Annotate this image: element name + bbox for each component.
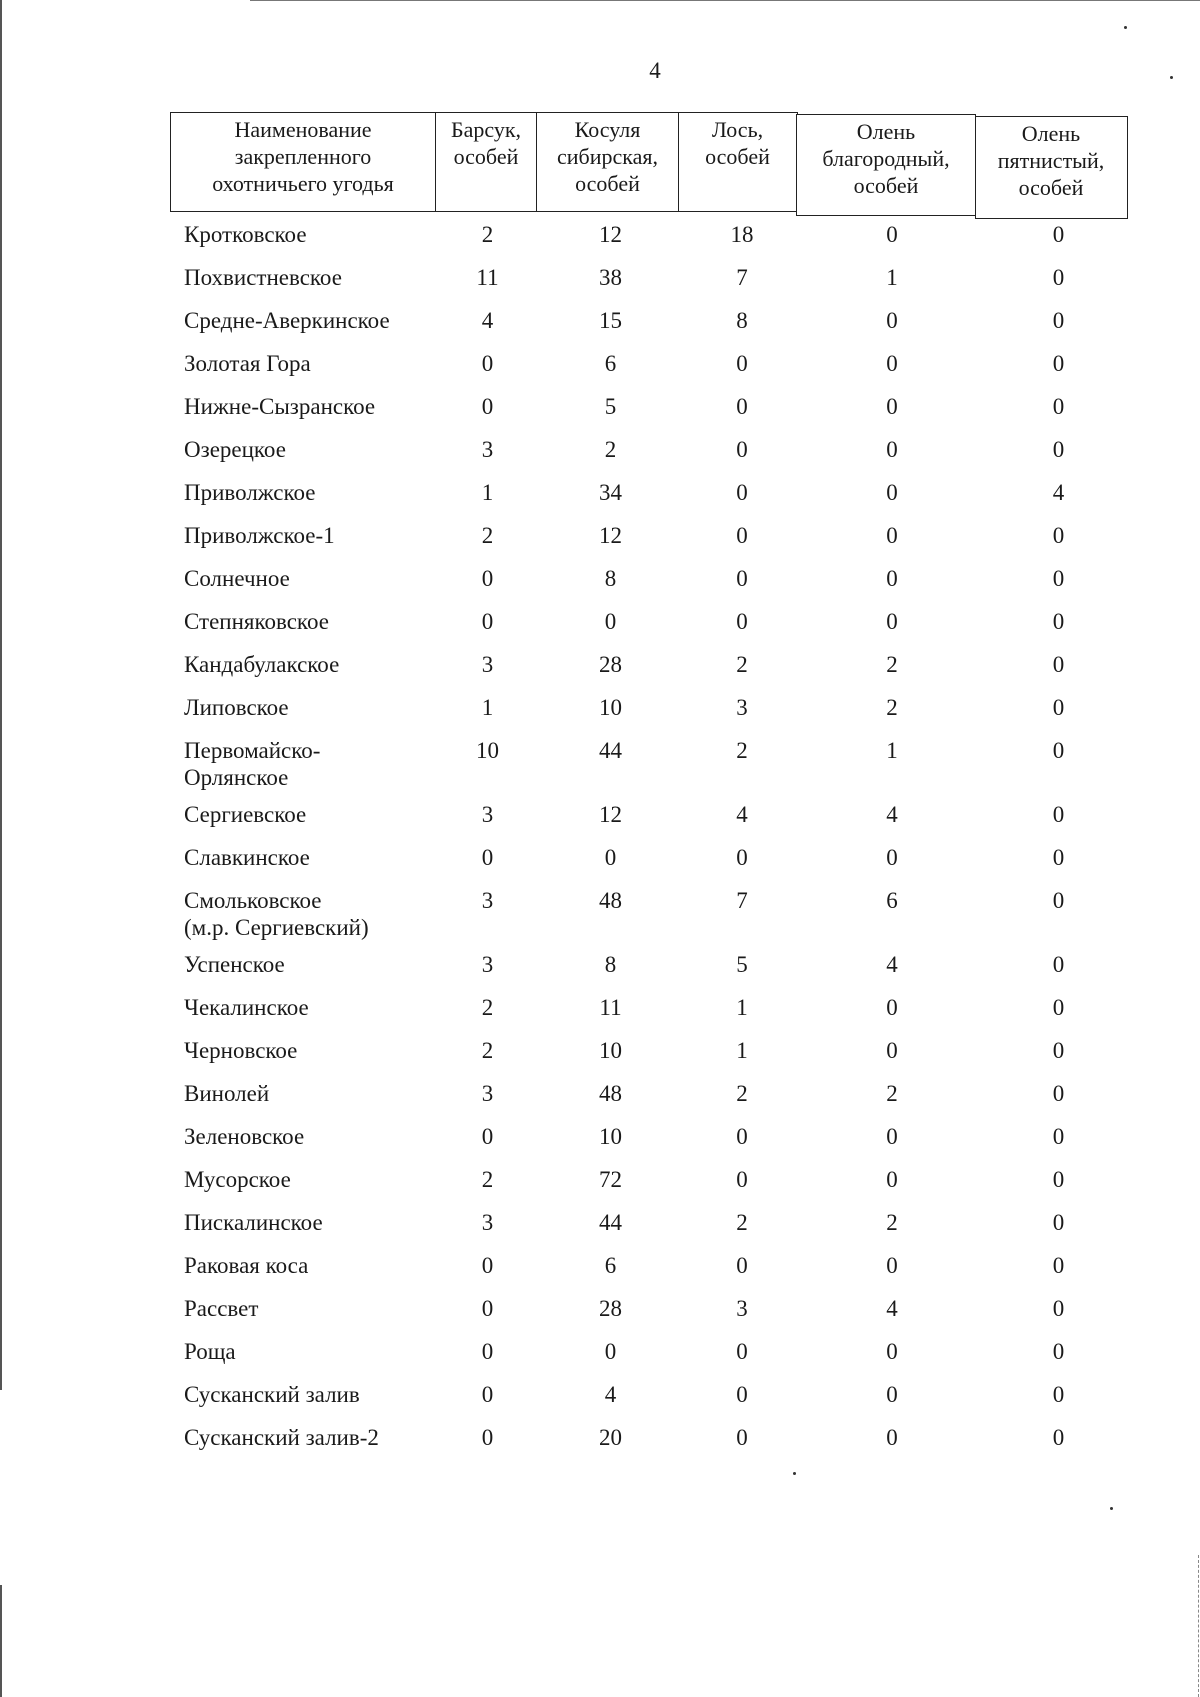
red-deer-count: 0 bbox=[886, 1382, 898, 1407]
red-deer-count: 0 bbox=[886, 351, 898, 376]
table-body bbox=[170, 221, 1135, 1467]
roe-deer-count: 12 bbox=[599, 523, 622, 548]
table-row bbox=[170, 565, 1135, 608]
hunting-ground-name bbox=[170, 264, 436, 291]
header-red-deer bbox=[796, 114, 976, 216]
moose-count: 2 bbox=[736, 652, 748, 677]
hunting-ground-name bbox=[170, 1123, 436, 1150]
scan-edge-left bbox=[0, 0, 2, 1390]
table-row bbox=[170, 1381, 1135, 1424]
sika-deer-count: 0 bbox=[1052, 995, 1065, 1020]
red-deer-count: 0 bbox=[886, 1425, 898, 1450]
table-row bbox=[170, 737, 1135, 801]
header-moose-line: особей bbox=[705, 144, 770, 169]
red-deer-count: 6 bbox=[886, 888, 898, 913]
table-header-row bbox=[170, 112, 1135, 219]
hunting-ground-name bbox=[170, 737, 436, 791]
table-row bbox=[170, 844, 1135, 887]
hunting-ground-name bbox=[170, 436, 436, 463]
red-deer-count: 1 bbox=[886, 738, 898, 763]
badger-count: 3 bbox=[481, 437, 494, 462]
moose-count: 0 bbox=[736, 1253, 748, 1278]
moose-count: 5 bbox=[736, 952, 748, 977]
badger-count: 2 bbox=[481, 222, 494, 247]
table-row bbox=[170, 1252, 1135, 1295]
header-sika-deer-line: пятнистый, bbox=[997, 148, 1105, 173]
hunting-ground-name bbox=[170, 1080, 436, 1107]
badger-count: 1 bbox=[481, 695, 494, 720]
moose-count: 4 bbox=[736, 802, 748, 827]
roe-deer-count: 28 bbox=[599, 1296, 622, 1321]
hunting-ground-name-line: Похвистневское bbox=[184, 265, 342, 290]
scan-speck bbox=[1170, 76, 1173, 79]
table-row bbox=[170, 994, 1135, 1037]
roe-deer-count: 0 bbox=[604, 609, 617, 634]
hunting-ground-name bbox=[170, 1209, 436, 1236]
red-deer-count: 0 bbox=[886, 308, 898, 333]
sika-deer-count: 0 bbox=[1052, 845, 1065, 870]
moose-count: 0 bbox=[736, 609, 748, 634]
game-count-table bbox=[170, 112, 1135, 1467]
sika-deer-count: 0 bbox=[1052, 1081, 1065, 1106]
hunting-ground-name-line: Кандабулакское bbox=[184, 652, 340, 677]
sika-deer-count: 0 bbox=[1052, 1425, 1065, 1450]
hunting-ground-name-line: Кротковское bbox=[184, 222, 307, 247]
table-row bbox=[170, 1295, 1135, 1338]
sika-deer-count: 0 bbox=[1052, 1296, 1065, 1321]
hunting-ground-name-line: Славкинское bbox=[184, 845, 310, 870]
moose-count: 0 bbox=[736, 845, 748, 870]
page-number: 4 bbox=[649, 58, 661, 83]
sika-deer-count: 0 bbox=[1052, 888, 1065, 913]
moose-count: 0 bbox=[736, 394, 748, 419]
hunting-ground-name bbox=[170, 994, 436, 1021]
red-deer-count: 0 bbox=[886, 1038, 898, 1063]
header-red-deer-line: благородный, bbox=[822, 146, 950, 171]
hunting-ground-name bbox=[170, 522, 436, 549]
sika-deer-count: 0 bbox=[1052, 609, 1065, 634]
red-deer-count: 0 bbox=[886, 609, 898, 634]
badger-count: 0 bbox=[481, 845, 494, 870]
moose-count: 0 bbox=[736, 1167, 748, 1192]
badger-count: 4 bbox=[481, 308, 494, 333]
red-deer-count: 0 bbox=[886, 1253, 898, 1278]
hunting-ground-name bbox=[170, 1037, 436, 1064]
header-sika-deer bbox=[975, 116, 1128, 219]
hunting-ground-name-line: Сусканский залив bbox=[184, 1382, 360, 1407]
sika-deer-count: 0 bbox=[1052, 1339, 1065, 1364]
moose-count: 0 bbox=[736, 566, 748, 591]
badger-count: 2 bbox=[481, 523, 494, 548]
sika-deer-count: 0 bbox=[1052, 738, 1065, 763]
header-roe-deer-line: особей bbox=[575, 171, 640, 196]
hunting-ground-name-line: Нижне-Сызранское bbox=[184, 394, 376, 419]
hunting-ground-name bbox=[170, 1252, 436, 1279]
hunting-ground-name-line: Сергиевское bbox=[184, 802, 307, 827]
hunting-ground-name-line: Приволжское bbox=[184, 480, 316, 505]
badger-count: 0 bbox=[481, 566, 494, 591]
roe-deer-count: 6 bbox=[604, 351, 617, 376]
badger-count: 3 bbox=[481, 652, 494, 677]
header-roe-deer bbox=[536, 112, 679, 212]
red-deer-count: 4 bbox=[886, 802, 898, 827]
header-badger-line: Барсук, bbox=[450, 117, 522, 142]
sika-deer-count: 0 bbox=[1052, 1210, 1065, 1235]
hunting-ground-name bbox=[170, 1381, 436, 1408]
moose-count: 0 bbox=[736, 437, 748, 462]
roe-deer-count: 38 bbox=[599, 265, 622, 290]
table-row bbox=[170, 1209, 1135, 1252]
roe-deer-count: 10 bbox=[599, 1124, 622, 1149]
hunting-ground-name bbox=[170, 1424, 436, 1451]
hunting-ground-name-line: Золотая Гора bbox=[184, 351, 311, 376]
table-row bbox=[170, 264, 1135, 307]
hunting-ground-name-line: Раковая коса bbox=[184, 1253, 309, 1278]
header-red-deer-line: Олень bbox=[856, 119, 916, 144]
hunting-ground-name bbox=[170, 951, 436, 978]
badger-count: 0 bbox=[481, 609, 494, 634]
hunting-ground-name-line: Успенское bbox=[184, 952, 285, 977]
hunting-ground-name bbox=[170, 350, 436, 377]
red-deer-count: 0 bbox=[886, 995, 898, 1020]
roe-deer-count: 10 bbox=[599, 695, 622, 720]
sika-deer-count: 0 bbox=[1052, 1382, 1065, 1407]
hunting-ground-name-line: Винолей bbox=[184, 1081, 270, 1106]
hunting-ground-name-line: Средне-Аверкинское bbox=[184, 308, 390, 333]
sika-deer-count: 0 bbox=[1052, 1167, 1065, 1192]
hunting-ground-name bbox=[170, 479, 436, 506]
moose-count: 2 bbox=[736, 1081, 748, 1106]
badger-count: 3 bbox=[481, 1081, 494, 1106]
hunting-ground-name-line: Рассвет bbox=[184, 1296, 259, 1321]
hunting-ground-name-line: Орлянское bbox=[184, 765, 289, 790]
hunting-ground-name bbox=[170, 307, 436, 334]
header-roe-deer-line: Косуля bbox=[574, 117, 641, 142]
red-deer-count: 2 bbox=[886, 1081, 898, 1106]
roe-deer-count: 8 bbox=[604, 952, 617, 977]
table-row bbox=[170, 887, 1135, 951]
hunting-ground-name-line: Роща bbox=[184, 1339, 236, 1364]
hunting-ground-name-line: Сусканский залив-2 bbox=[184, 1425, 379, 1450]
sika-deer-count: 0 bbox=[1052, 566, 1065, 591]
red-deer-count: 0 bbox=[886, 1124, 898, 1149]
badger-count: 0 bbox=[481, 1382, 494, 1407]
roe-deer-count: 2 bbox=[604, 437, 617, 462]
roe-deer-count: 72 bbox=[599, 1167, 622, 1192]
moose-count: 0 bbox=[736, 480, 748, 505]
hunting-ground-name-line: (м.р. Сергиевский) bbox=[184, 915, 369, 940]
scan-speck bbox=[1124, 26, 1127, 29]
sika-deer-count: 0 bbox=[1052, 1124, 1065, 1149]
hunting-ground-name-line: Пискалинское bbox=[184, 1210, 323, 1235]
header-roe-deer-line: сибирская, bbox=[556, 144, 658, 169]
table-row bbox=[170, 1123, 1135, 1166]
sika-deer-count: 0 bbox=[1052, 1253, 1065, 1278]
badger-count: 11 bbox=[476, 265, 499, 290]
table-row bbox=[170, 1338, 1135, 1381]
hunting-ground-name bbox=[170, 1338, 436, 1365]
table-row bbox=[170, 350, 1135, 393]
sika-deer-count: 0 bbox=[1052, 1038, 1065, 1063]
hunting-ground-name-line: Зеленовское bbox=[184, 1124, 305, 1149]
badger-count: 3 bbox=[481, 802, 494, 827]
hunting-ground-name bbox=[170, 887, 436, 941]
moose-count: 2 bbox=[736, 738, 748, 763]
sika-deer-count: 0 bbox=[1052, 351, 1065, 376]
roe-deer-count: 4 bbox=[604, 1382, 617, 1407]
red-deer-count: 0 bbox=[886, 437, 898, 462]
header-red-deer-line: особей bbox=[853, 173, 919, 198]
roe-deer-count: 0 bbox=[604, 1339, 617, 1364]
scan-speck bbox=[1110, 1507, 1113, 1510]
table-row bbox=[170, 608, 1135, 651]
roe-deer-count: 34 bbox=[599, 480, 622, 505]
moose-count: 7 bbox=[736, 265, 748, 290]
red-deer-count: 0 bbox=[886, 222, 898, 247]
table-row bbox=[170, 522, 1135, 565]
header-hunting-ground-line: Наименование bbox=[234, 117, 372, 142]
badger-count: 3 bbox=[481, 1210, 494, 1235]
badger-count: 0 bbox=[481, 1339, 494, 1364]
header-badger bbox=[435, 112, 538, 212]
moose-count: 0 bbox=[736, 1339, 748, 1364]
roe-deer-count: 48 bbox=[599, 888, 622, 913]
header-moose-line: Лось, bbox=[711, 117, 764, 142]
hunting-ground-name-line: Черновское bbox=[184, 1038, 298, 1063]
badger-count: 2 bbox=[481, 995, 494, 1020]
table-row bbox=[170, 694, 1135, 737]
roe-deer-count: 0 bbox=[604, 845, 617, 870]
roe-deer-count: 5 bbox=[604, 394, 617, 419]
table-row bbox=[170, 393, 1135, 436]
sika-deer-count: 0 bbox=[1052, 952, 1065, 977]
hunting-ground-name bbox=[170, 651, 436, 678]
scan-speck bbox=[793, 1472, 796, 1475]
header-badger-line: особей bbox=[453, 144, 519, 169]
sika-deer-count: 0 bbox=[1052, 652, 1065, 677]
moose-count: 0 bbox=[736, 1124, 748, 1149]
header-sika-deer-line: особей bbox=[1018, 175, 1084, 200]
red-deer-count: 4 bbox=[886, 952, 898, 977]
red-deer-count: 2 bbox=[886, 695, 898, 720]
roe-deer-count: 48 bbox=[599, 1081, 622, 1106]
moose-count: 8 bbox=[736, 308, 748, 333]
hunting-ground-name-line: Чекалинское bbox=[184, 995, 309, 1020]
roe-deer-count: 12 bbox=[599, 222, 622, 247]
hunting-ground-name-line: Липовское bbox=[184, 695, 289, 720]
moose-count: 1 bbox=[736, 1038, 748, 1063]
roe-deer-count: 10 bbox=[599, 1038, 622, 1063]
roe-deer-count: 44 bbox=[599, 738, 622, 763]
red-deer-count: 0 bbox=[886, 394, 898, 419]
header-hunting-ground bbox=[170, 112, 436, 212]
sika-deer-count: 0 bbox=[1052, 265, 1065, 290]
moose-count: 2 bbox=[736, 1210, 748, 1235]
hunting-ground-name bbox=[170, 221, 436, 248]
header-sika-deer-line: Олень bbox=[1021, 121, 1081, 146]
roe-deer-count: 12 bbox=[599, 802, 622, 827]
red-deer-count: 4 bbox=[886, 1296, 898, 1321]
table-row bbox=[170, 801, 1135, 844]
moose-count: 3 bbox=[736, 1296, 748, 1321]
table-row bbox=[170, 1166, 1135, 1209]
red-deer-count: 0 bbox=[886, 1167, 898, 1192]
scan-edge-left-lower bbox=[0, 1585, 2, 1697]
red-deer-count: 0 bbox=[886, 566, 898, 591]
badger-count: 0 bbox=[481, 351, 494, 376]
badger-count: 3 bbox=[481, 888, 494, 913]
sika-deer-count: 0 bbox=[1052, 437, 1065, 462]
table-row bbox=[170, 221, 1135, 264]
table-row bbox=[170, 307, 1135, 350]
red-deer-count: 2 bbox=[886, 652, 898, 677]
header-hunting-ground-line: охотничьего угодья bbox=[212, 171, 394, 196]
badger-count: 2 bbox=[481, 1038, 494, 1063]
table-row bbox=[170, 951, 1135, 994]
sika-deer-count: 0 bbox=[1052, 695, 1065, 720]
hunting-ground-name bbox=[170, 1295, 436, 1322]
scan-edge-top bbox=[250, 0, 1200, 1]
table-row bbox=[170, 1037, 1135, 1080]
roe-deer-count: 6 bbox=[604, 1253, 617, 1278]
table-row bbox=[170, 436, 1135, 479]
hunting-ground-name-line: Смольковское bbox=[184, 888, 322, 913]
table-row bbox=[170, 479, 1135, 522]
moose-count: 0 bbox=[736, 523, 748, 548]
sika-deer-count: 0 bbox=[1052, 523, 1065, 548]
table-row bbox=[170, 651, 1135, 694]
sika-deer-count: 4 bbox=[1052, 480, 1065, 505]
header-hunting-ground-line: закрепленного bbox=[234, 144, 372, 169]
roe-deer-count: 28 bbox=[599, 652, 622, 677]
hunting-ground-name-line: Степняковское bbox=[184, 609, 329, 634]
red-deer-count: 2 bbox=[886, 1210, 898, 1235]
hunting-ground-name-line: Озерецкое bbox=[184, 437, 286, 462]
moose-count: 0 bbox=[736, 351, 748, 376]
badger-count: 0 bbox=[481, 1296, 494, 1321]
moose-count: 18 bbox=[730, 222, 754, 247]
sika-deer-count: 0 bbox=[1052, 308, 1065, 333]
badger-count: 10 bbox=[476, 738, 499, 763]
badger-count: 0 bbox=[481, 1124, 494, 1149]
roe-deer-count: 15 bbox=[599, 308, 622, 333]
table-row bbox=[170, 1080, 1135, 1123]
hunting-ground-name-line: Солнечное bbox=[184, 566, 290, 591]
moose-count: 0 bbox=[736, 1425, 748, 1450]
red-deer-count: 0 bbox=[886, 845, 898, 870]
hunting-ground-name-line: Приволжское-1 bbox=[184, 523, 335, 548]
hunting-ground-name bbox=[170, 801, 436, 828]
badger-count: 0 bbox=[481, 1253, 494, 1278]
red-deer-count: 0 bbox=[886, 523, 898, 548]
moose-count: 0 bbox=[736, 1382, 748, 1407]
red-deer-count: 0 bbox=[886, 480, 898, 505]
red-deer-count: 0 bbox=[886, 1339, 898, 1364]
moose-count: 1 bbox=[736, 995, 748, 1020]
badger-count: 2 bbox=[481, 1167, 494, 1192]
hunting-ground-name bbox=[170, 1166, 436, 1193]
hunting-ground-name bbox=[170, 565, 436, 592]
hunting-ground-name bbox=[170, 393, 436, 420]
badger-count: 1 bbox=[481, 480, 494, 505]
sika-deer-count: 0 bbox=[1052, 394, 1065, 419]
hunting-ground-name-line: Первомайско- bbox=[184, 738, 321, 763]
moose-count: 3 bbox=[736, 695, 748, 720]
hunting-ground-name bbox=[170, 844, 436, 871]
roe-deer-count: 8 bbox=[604, 566, 617, 591]
badger-count: 0 bbox=[481, 1425, 494, 1450]
hunting-ground-name bbox=[170, 694, 436, 721]
red-deer-count: 1 bbox=[886, 265, 898, 290]
hunting-ground-name-line: Мусорское bbox=[184, 1167, 291, 1192]
badger-count: 3 bbox=[481, 952, 494, 977]
roe-deer-count: 44 bbox=[599, 1210, 622, 1235]
header-moose bbox=[678, 112, 798, 212]
moose-count: 7 bbox=[736, 888, 748, 913]
badger-count: 0 bbox=[481, 394, 494, 419]
hunting-ground-name bbox=[170, 608, 436, 635]
roe-deer-count: 20 bbox=[599, 1425, 622, 1450]
sika-deer-count: 0 bbox=[1052, 802, 1065, 827]
sika-deer-count: 0 bbox=[1052, 222, 1065, 247]
table-row bbox=[170, 1424, 1135, 1467]
roe-deer-count: 11 bbox=[599, 995, 622, 1020]
